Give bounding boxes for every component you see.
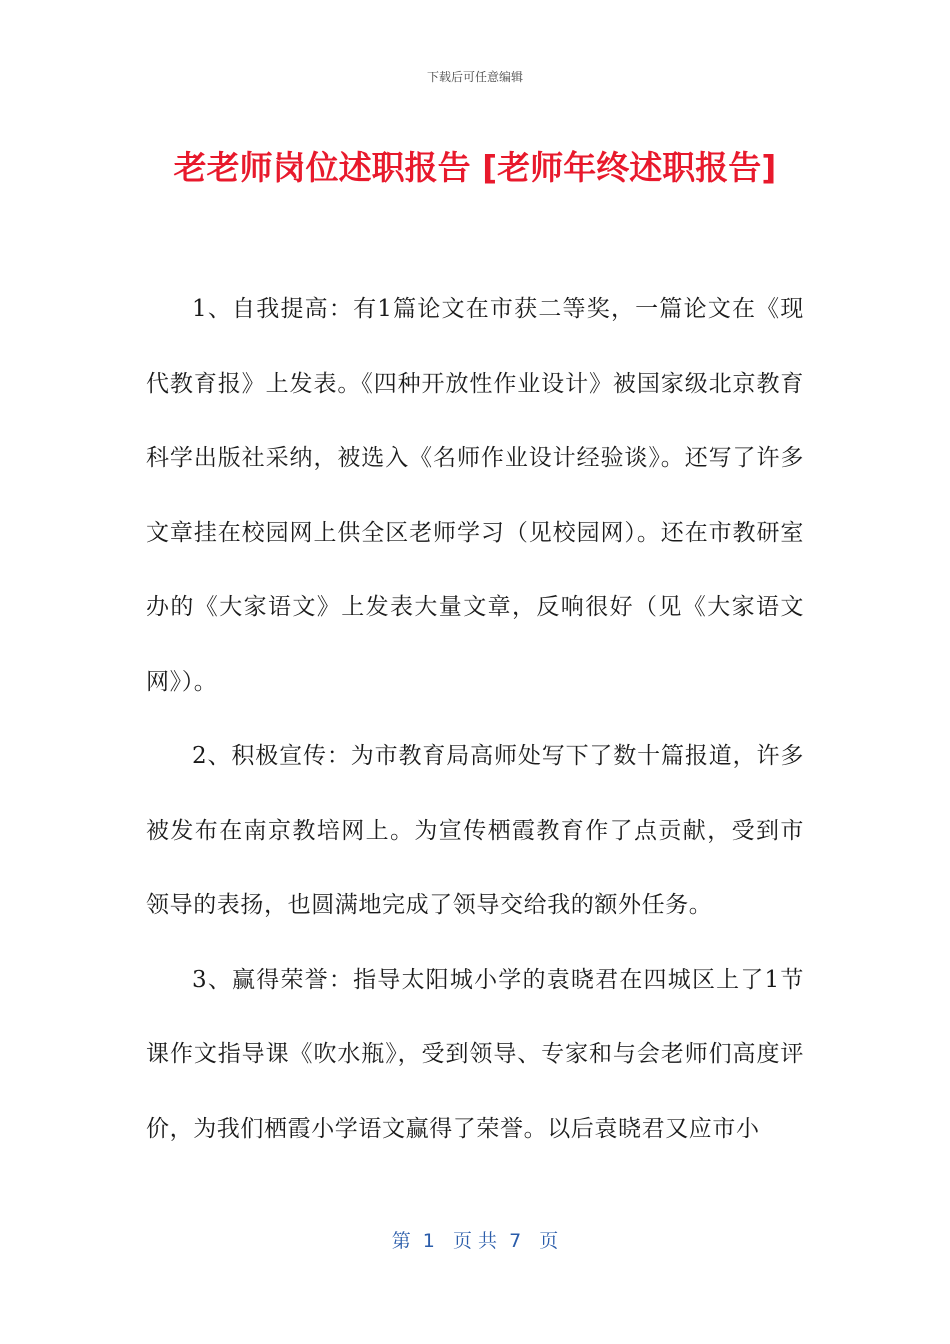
header-note: 下载后可任意编辑	[426, 70, 523, 84]
document-title: 老老师岗位述职报告 [老师年终述职报告]	[173, 148, 777, 187]
page-number-footer: 第 1 页 共 7 页	[391, 1230, 559, 1252]
paragraph-2: 2、积极宣传：为市教育局高师处写下了数十篇报道，许多被发布在南京教培网上。为宣传栖霞教育作了点贡献，受到市领导的表扬，也圆满地完成了领导交给我的额外任务。	[146, 743, 804, 918]
paragraph-3: 3、赢得荣誉：指导太阳城小学的袁晓君在四城区上了1节课作文指导课《吹水瓶》，受到领导、专家和与会老师们高度评价，为我们栖霞小学语文赢得了荣誉。以后袁晓君又应市小	[146, 966, 804, 1142]
document-body	[146, 272, 804, 1166]
paragraph-1: 1、自我提高：有1篇论文在市获二等奖，一篇论文在《现代教育报》上发表。《四种开放性作业设计》被国家级北京教育科学出版社采纳，被选入《名师作业设计经验谈》。还写了许多文章挂在校园网上供全区老师学习（见校园网）。还在市教研室办的《大家语文》上发表大量文章，反响很好（见《大家语文网》）。	[146, 296, 804, 695]
